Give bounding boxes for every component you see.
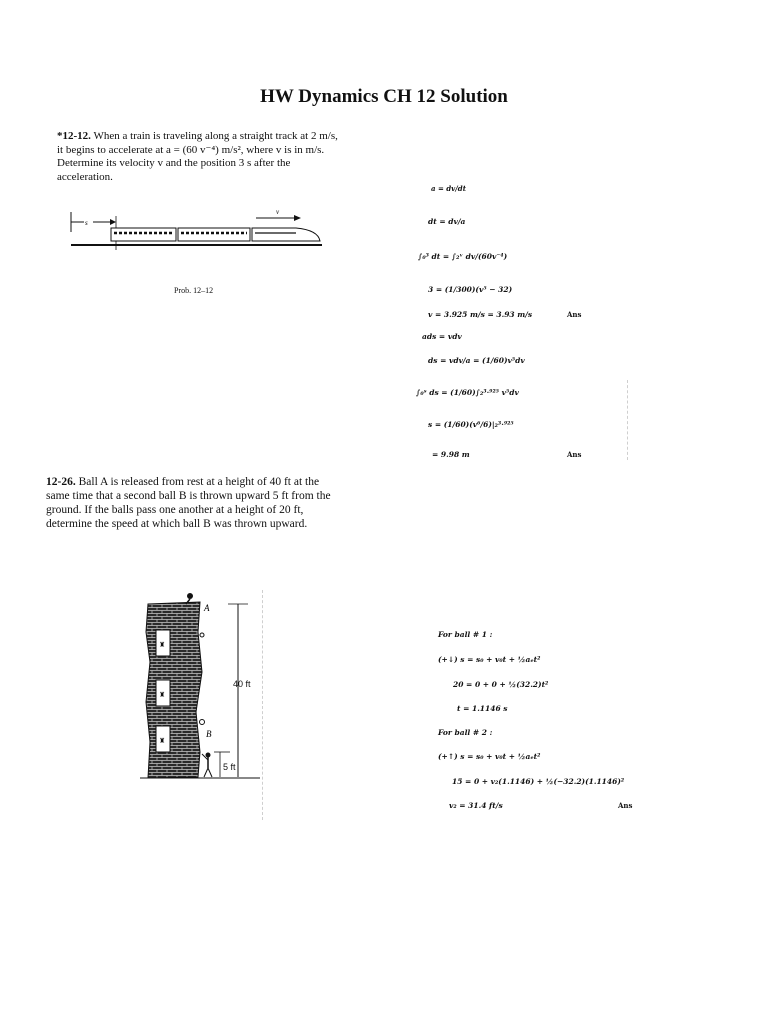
ball1-eq2: 20 = 0 + 0 + ½(32.2)t² xyxy=(453,680,549,689)
ball1-eq3: t = 1.1146 s xyxy=(457,704,508,713)
answer-3: Ans xyxy=(618,801,633,810)
scan-artifact-line-2 xyxy=(262,590,263,820)
eq-2: dt = dv/a xyxy=(428,217,466,226)
eq-7: ds = vdv/a = (1/60)v⁵dv xyxy=(428,356,525,365)
eq-3: ∫₀³ dt = ∫₂ᵛ dv/(60v⁻⁴) xyxy=(418,252,508,261)
ball2-eq3: v₂ = 31.4 ft/s xyxy=(449,801,503,810)
problem-2-statement xyxy=(46,475,334,531)
svg-text:♜: ♜ xyxy=(159,691,166,699)
eq-8: ∫₀ˢ ds = (1/60)∫₂³·⁹²⁵ v⁵dv xyxy=(416,388,519,397)
eq-1 xyxy=(430,184,467,194)
svg-text:♜: ♜ xyxy=(159,737,166,745)
label-a: A xyxy=(204,603,210,613)
eq-9: s = (1/60)(v⁶/6)|₂³·⁹²⁵ xyxy=(428,420,514,429)
person-bottom xyxy=(202,753,212,778)
eq-4: 3 = (1/300)(v⁵ − 32) xyxy=(428,285,513,294)
ball2-eq1: (+↑) s = s₀ + v₀t + ½aₑt² xyxy=(438,752,541,761)
svg-text:♜: ♜ xyxy=(159,641,166,649)
label-5ft: 5 ft xyxy=(223,762,236,772)
train-cars xyxy=(111,228,320,241)
label-40ft: 40 ft xyxy=(233,679,251,689)
eq-1-formula: a = dv/dt xyxy=(431,184,466,193)
eq-5: v = 3.925 m/s = 3.93 m/s xyxy=(428,310,533,319)
problem-2-text: Ball A is released from rest at a height of 40 ft at the same time that a second ball B is thrown upward 5 ft from the ground. If the balls pass one another at a height of 20 ft, determine the speed at which ball B was thrown upward. xyxy=(46,476,331,530)
figure-caption: Prob. 12–12 xyxy=(174,286,214,295)
brick-building xyxy=(146,602,202,778)
eq-10: = 9.98 m xyxy=(432,450,470,459)
train-figure xyxy=(66,204,326,254)
problem-2-number: 12-26. xyxy=(46,476,76,488)
problem-1-statement xyxy=(57,130,342,184)
ball2-header: For ball # 2 : xyxy=(438,728,493,737)
answer-1: Ans xyxy=(567,310,582,319)
ball-a-marker xyxy=(200,633,204,637)
ball2-eq2: 15 = 0 + v₂(1.1146) + ½(−32.2)(1.1146)² xyxy=(452,777,625,786)
label-b: B xyxy=(206,729,212,739)
v-label: v xyxy=(276,208,280,216)
building-figure xyxy=(140,592,280,797)
dimension-40ft xyxy=(228,604,248,777)
page-title: HW Dynamics CH 12 Solution xyxy=(260,86,508,107)
answer-2: Ans xyxy=(567,450,582,459)
ball1-header: For ball # 1 : xyxy=(438,630,493,639)
eq-6: ads = vdv xyxy=(422,332,462,341)
ball1-eq1: (+↓) s = s₀ + v₀t + ½aₑt² xyxy=(438,655,541,664)
scan-artifact-line xyxy=(627,380,628,460)
s-label: s xyxy=(85,219,88,227)
ball-b-marker xyxy=(200,720,205,725)
problem-1-number: *12-12. xyxy=(57,130,91,142)
problem-1-text: When a train is traveling along a straight track at 2 m/s, it begins to accelerate at a = (60 v⁻⁴) m/s², where v is in m/s. Determine its velocity v and the position 3 s after the acceleration. xyxy=(57,130,338,183)
